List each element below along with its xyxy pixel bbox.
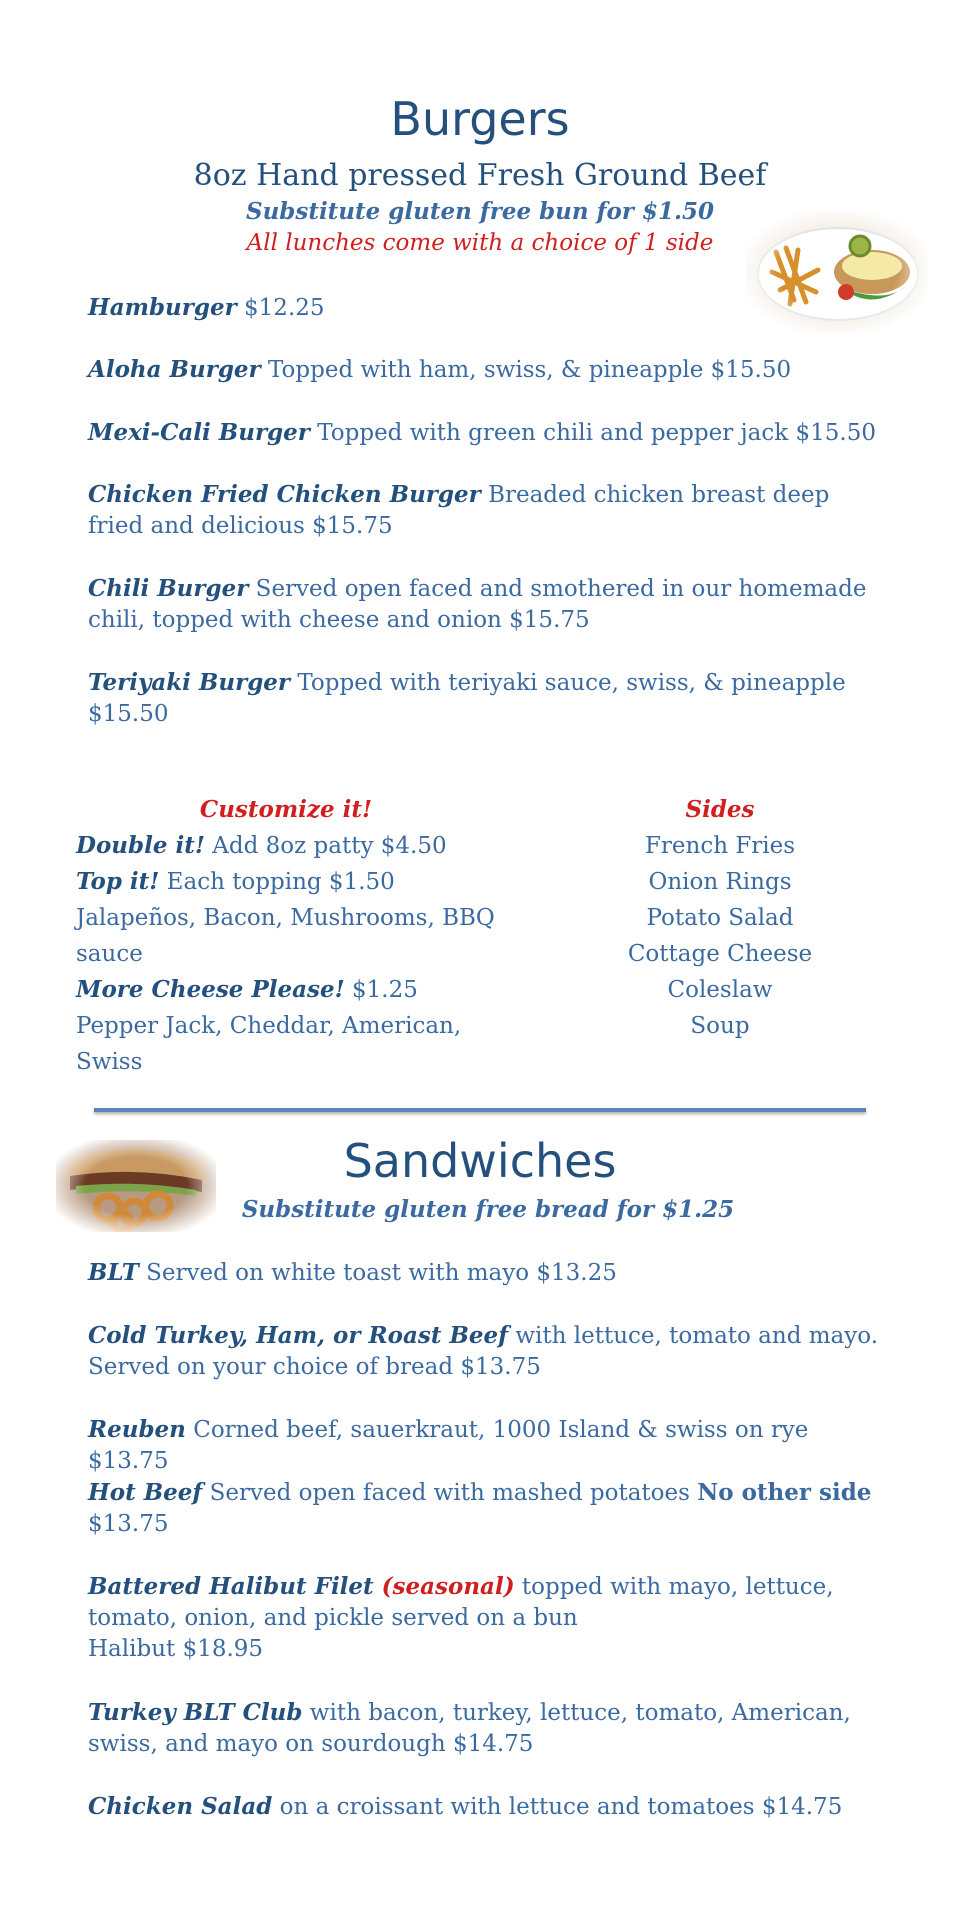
item-price-line: Halibut $18.95 bbox=[88, 1636, 264, 1662]
item-name: Aloha Burger bbox=[88, 356, 261, 383]
item-name: Chicken Salad bbox=[88, 1793, 273, 1820]
top-label: Top it! bbox=[76, 868, 160, 895]
burgers-title: Burgers bbox=[390, 92, 570, 146]
item-description: on a croissant with lettuce and tomatoes $14.75 bbox=[272, 1794, 843, 1820]
double-desc: Add 8oz patty $4.50 bbox=[204, 833, 447, 859]
customize-section bbox=[76, 792, 496, 1080]
customize-heading: Customize it! bbox=[199, 796, 373, 823]
item-name: Hot Beef bbox=[88, 1479, 203, 1506]
sandwich-item-cold-turkey bbox=[88, 1320, 878, 1383]
side-item: Soup bbox=[690, 1013, 750, 1039]
double-label: Double it! bbox=[76, 832, 205, 859]
burgers-gluten-note: Substitute gluten free bun for $1.50 bbox=[245, 198, 715, 225]
item-description: with bacon, turkey, lettuce, tomato, American, swiss, and mayo on sourdough $14.75 bbox=[88, 1700, 851, 1757]
top-desc: Each topping $1.50 bbox=[159, 869, 395, 895]
cheese-desc: $1.25 bbox=[344, 977, 418, 1003]
burger-item-aloha bbox=[88, 354, 878, 386]
item-description: Breaded chicken breast deep fried and delicious $15.75 bbox=[88, 482, 830, 539]
side-item: French Fries bbox=[644, 833, 796, 859]
side-item: Cottage Cheese bbox=[627, 941, 813, 967]
cheese-label: More Cheese Please! bbox=[76, 976, 345, 1003]
item-description: $12.25 bbox=[236, 295, 325, 321]
item-name: Mexi-Cali Burger bbox=[88, 419, 310, 446]
sandwiches-gluten-note: Substitute gluten free bread for $1.25 bbox=[241, 1196, 735, 1223]
sides-heading: Sides bbox=[685, 796, 755, 823]
item-description: Topped with ham, swiss, & pineapple $15.50 bbox=[260, 357, 792, 383]
item-description: Served on white toast with mayo $13.25 bbox=[138, 1260, 617, 1286]
item-description: Served open faced and smothered in our homemade chili, topped with cheese and onion $15.75 bbox=[88, 576, 867, 633]
item-description: Corned beef, sauerkraut, 1000 Island & swiss on rye $13.75 bbox=[88, 1417, 809, 1474]
item-name: Chili Burger bbox=[88, 575, 249, 602]
item-name: Turkey BLT Club bbox=[88, 1699, 303, 1726]
no-other-side-label: No other side bbox=[697, 1479, 872, 1506]
customize-top bbox=[76, 864, 496, 900]
item-price: $13.75 bbox=[88, 1511, 169, 1537]
sandwich-item-reuben bbox=[88, 1414, 878, 1477]
cheese-list: Pepper Jack, Cheddar, American, Swiss bbox=[76, 1013, 462, 1075]
sandwich-item-turkey-blt-club bbox=[88, 1697, 878, 1760]
item-description: Topped with green chili and pepper jack $15.50 bbox=[309, 420, 876, 446]
sandwich-item-hot-beef bbox=[88, 1477, 878, 1540]
item-name: Reuben bbox=[88, 1416, 186, 1443]
item-description: topped with mayo, lettuce, tomato, onion, and pickle served on a bun bbox=[88, 1574, 834, 1631]
item-name: Teriyaki Burger bbox=[88, 669, 291, 696]
customize-cheese bbox=[76, 972, 496, 1008]
burger-item-mexi-cali bbox=[88, 417, 878, 449]
burger-item-teriyaki bbox=[88, 667, 878, 730]
item-name: Cold Turkey, Ham, or Roast Beef bbox=[88, 1322, 509, 1349]
side-item: Onion Rings bbox=[648, 869, 792, 895]
burger-item-hamburger bbox=[88, 292, 878, 324]
burgers-subtitle: 8oz Hand pressed Fresh Ground Beef bbox=[193, 158, 767, 193]
item-name: Chicken Fried Chicken Burger bbox=[88, 481, 481, 508]
customize-double bbox=[76, 828, 496, 864]
sandwich-item-chicken-salad bbox=[88, 1791, 878, 1823]
side-item: Potato Salad bbox=[646, 905, 794, 931]
item-description: Topped with teriyaki sauce, swiss, & pineapple $15.50 bbox=[88, 670, 846, 727]
item-description: Served open faced with mashed potatoes bbox=[202, 1480, 698, 1506]
seasonal-label: (seasonal) bbox=[373, 1573, 515, 1600]
sandwich-item-halibut bbox=[88, 1571, 878, 1665]
item-description: with lettuce, tomato and mayo. Served on your choice of bread $13.75 bbox=[88, 1323, 879, 1380]
item-name: Hamburger bbox=[88, 294, 237, 321]
toppings-list: Jalapeños, Bacon, Mushrooms, BBQ sauce bbox=[76, 905, 495, 967]
sides-section bbox=[580, 792, 860, 1044]
burger-item-chicken-fried bbox=[88, 479, 878, 542]
burger-item-chili bbox=[88, 573, 878, 636]
burgers-side-note: All lunches come with a choice of 1 side bbox=[246, 230, 714, 256]
item-name: Battered Halibut Filet bbox=[88, 1573, 374, 1600]
sandwich-item-blt bbox=[88, 1257, 878, 1289]
side-item: Coleslaw bbox=[667, 977, 773, 1003]
sandwiches-title: Sandwiches bbox=[343, 1134, 617, 1188]
section-divider bbox=[94, 1108, 866, 1112]
item-name: BLT bbox=[88, 1259, 139, 1286]
